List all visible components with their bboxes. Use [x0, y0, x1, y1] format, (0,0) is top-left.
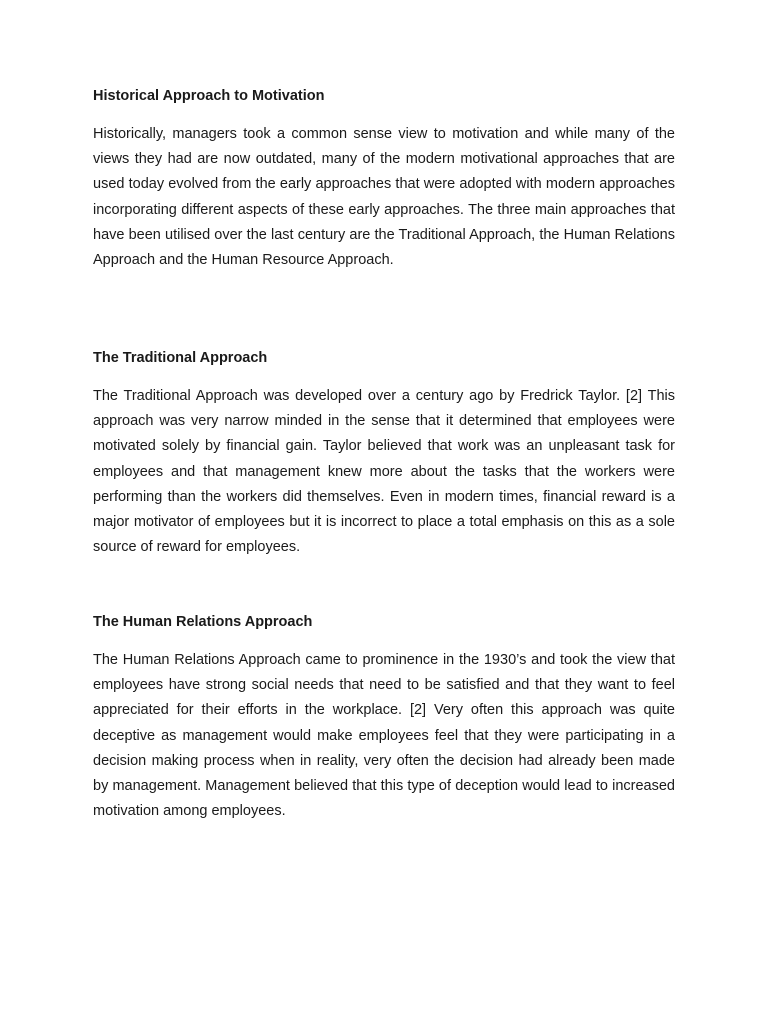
section-paragraph: The Human Relations Approach came to prominence in the 1930’s and took the view that employees have strong social needs that need to be satisfied and that they want to feel appreciated for their efforts in the workplace. [2] Very often this approach was quite deceptive as management would make employees feel that they were participating in a decision making process when in reality, very often the decision had already been made by management. Management believed that this type of deception would lead to increased motivation among employees. [93, 652, 675, 820]
section-heading: The Traditional Approach [93, 350, 268, 366]
section-heading: Historical Approach to Motivation [93, 88, 325, 104]
section-paragraph: Historically, managers took a common sense view to motivation and while many of the views they had are now outdated, many of the modern motivational approaches that are used today evolved from the early approaches that were adopted with modern approaches incorporating different aspects of these early approaches. The three main approaches that have been utilised over the last century are the Traditional Approach, the Human Relations Approach and the Human Resource Approach. [93, 126, 675, 269]
section-paragraph: The Traditional Approach was developed over a century ago by Fredrick Taylor. [2] This approach was very narrow minded in the sense that it determined that employees were motivated solely by financial gain. Taylor believed that work was an unpleasant task for employees and that management knew more about the tasks that the workers were performing than the workers did themselves. Even in modern times, financial reward is a major motivator of employees but it is incorrect to place a total emphasis on this as a sole source of reward for employees. [93, 388, 675, 556]
section-historical-approach [93, 87, 675, 273]
section-heading: The Human Relations Approach [93, 614, 313, 630]
section-traditional-approach [93, 349, 675, 560]
section-human-relations-approach [93, 613, 675, 824]
